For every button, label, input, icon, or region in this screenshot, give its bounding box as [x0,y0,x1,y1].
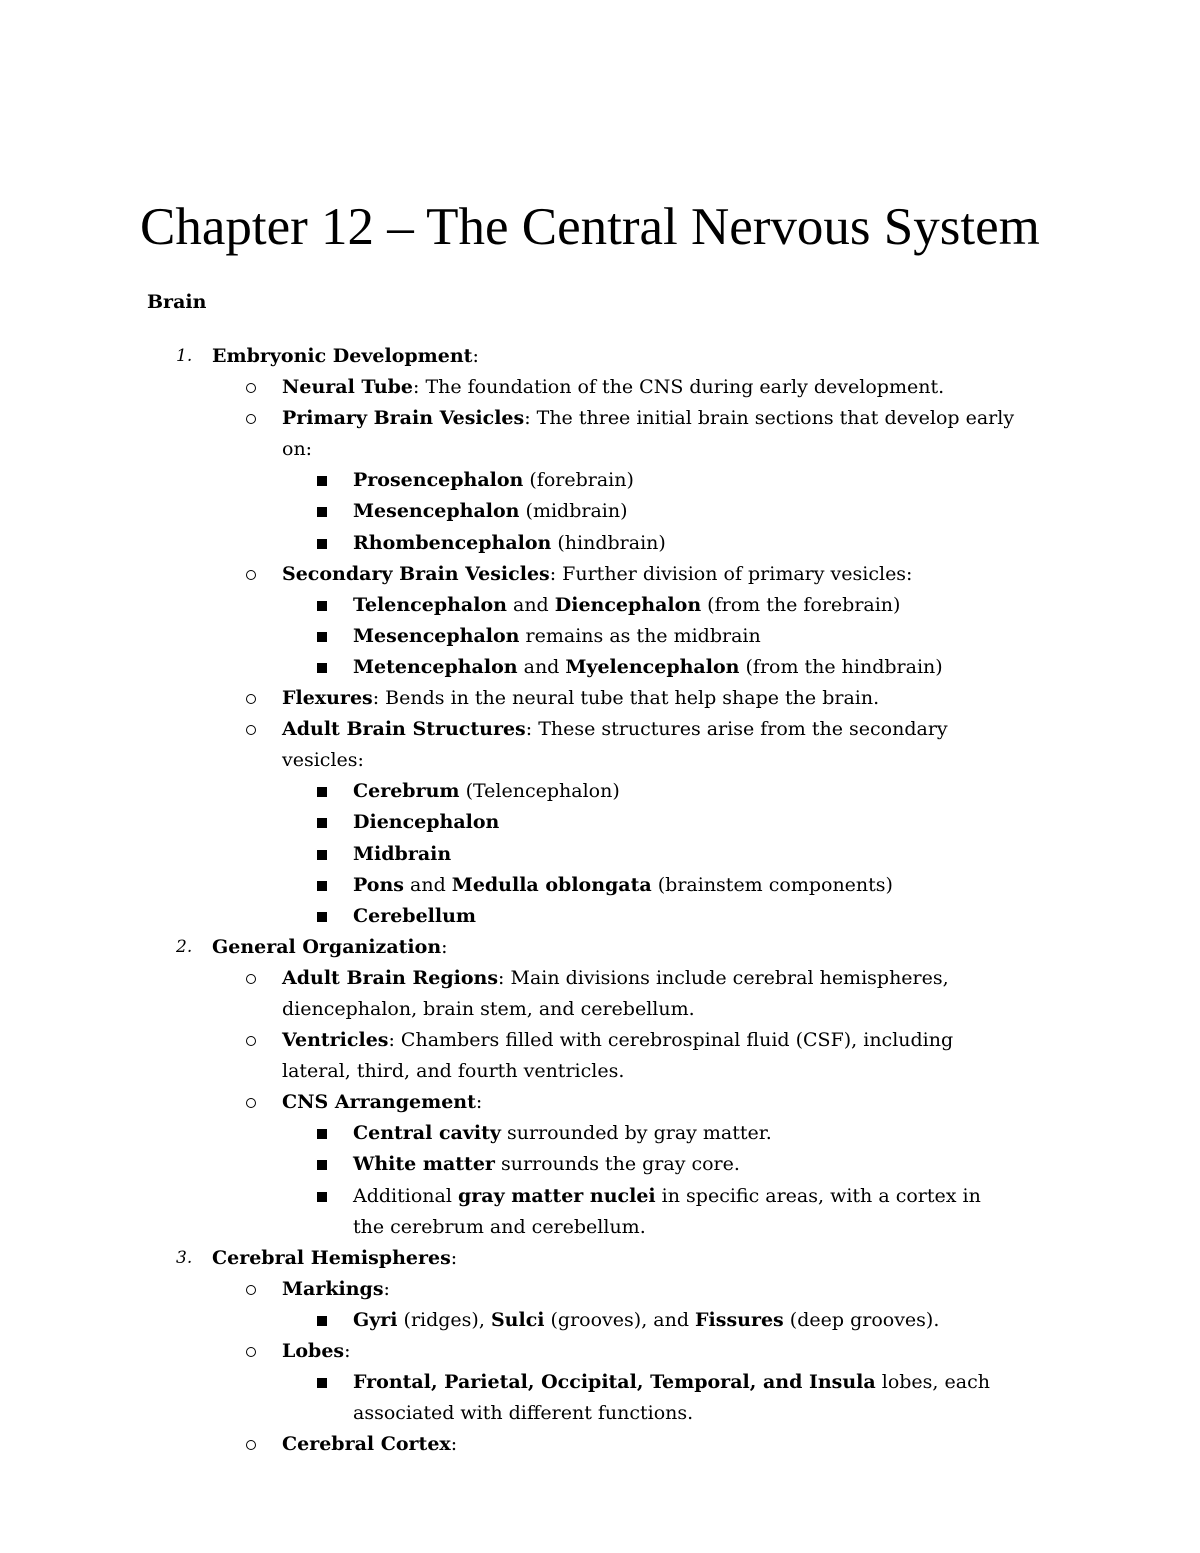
item-text: : [472,345,479,367]
item-term: Pons [353,873,404,896]
item-term: CNS Arrangement [282,1091,476,1114]
item-term: Frontal, Parietal, Occipital, Temporal, and Insula [353,1371,876,1394]
square-bullet-icon [317,839,327,871]
list-item-cerebrum [0,776,1200,807]
item-term: Metencephalon [353,655,518,678]
item-term: Central cavity [353,1122,501,1145]
item-text: : [441,935,448,958]
item-term: General Organization [212,935,442,958]
item-text: : The three initial brain sections that develop early on: [282,407,1015,461]
item-term: Cerebral Hemispheres [212,1246,451,1269]
square-bullet-icon [317,621,327,653]
list-item-markings [0,1274,1200,1305]
item-term: Mesencephalon [353,624,520,647]
item-text: : Bends in the neural tube that help shape the brain. [372,687,880,710]
hollow-circle-bullet-icon [246,372,256,403]
outline-list [0,341,1200,1460]
item-text: : Main divisions include cerebral hemispheres, diencephalon, brain stem, and cerebellum. [282,966,949,1020]
square-bullet-icon [317,590,327,622]
hollow-circle-bullet-icon [246,403,256,434]
square-bullet-icon [317,496,327,528]
item-term: Adult Brain Structures [282,718,526,741]
item-text-pre: Additional [353,1184,458,1207]
item-text: (ridges), [397,1308,491,1331]
item-term: Rhombencephalon [353,531,552,554]
square-bullet-icon [317,807,327,839]
item-text: remains as the midbrain [519,624,761,647]
item-text: : [450,1433,458,1456]
list-item-telencephalon-diencephalon [0,590,1200,621]
item-text: (midbrain) [519,500,628,523]
item-term: Prosencephalon [353,469,524,492]
square-bullet-icon [317,1367,327,1399]
list-item-ventricles [0,1025,1200,1087]
list-item-midbrain [0,839,1200,870]
item-term-2: Myelencephalon [565,655,740,678]
item-term: Gyri [353,1308,398,1331]
item-text: surrounds the gray core. [494,1153,740,1176]
hollow-circle-bullet-icon [246,559,256,590]
list-item-cerebral-hemispheres [0,1243,1200,1274]
item-term: White matter [353,1153,495,1176]
square-bullet-icon [317,1118,327,1150]
item-text: : [344,1340,351,1362]
item-term-2: Sulci [490,1308,545,1331]
item-term: Ventricles [282,1029,389,1052]
list-item-lobes [0,1336,1200,1367]
item-text-2: (grooves), and [544,1308,696,1331]
item-text: (hindbrain) [551,531,666,554]
item-text-2: (brainstem components) [651,873,893,896]
list-item-adult-brain-structures [0,714,1200,776]
hollow-circle-bullet-icon [246,963,256,994]
list-item-secondary-brain-vesicles [0,559,1200,590]
item-text: : [450,1246,458,1269]
item-text-3: (deep grooves). [783,1308,940,1331]
item-text: in specific areas, with a cortex in the cerebrum and cerebellum. [353,1184,981,1238]
hollow-circle-bullet-icon [246,683,256,714]
page-title: Chapter 12 – The Central Nervous System [140,198,1040,256]
item-term: Lobes [282,1340,345,1362]
list-item-cerebral-cortex [0,1429,1200,1460]
item-term-2: Diencephalon [554,593,702,616]
item-term: Adult Brain Regions [282,966,499,989]
item-text: : Further division of primary vesicles: [549,562,913,585]
list-item-primary-brain-vesicles [0,403,1200,465]
item-term: Primary Brain Vesicles [282,407,525,430]
item-text: (forebrain) [523,469,634,492]
square-bullet-icon [317,528,327,560]
list-item-flexures [0,683,1200,714]
square-bullet-icon [317,1181,327,1213]
item-text: lobes, each associated with different functions. [353,1371,990,1425]
list-item-gray-matter-nuclei [0,1181,1200,1243]
item-text: : The foundation of the CNS during early development. [413,376,945,399]
hollow-circle-bullet-icon [246,714,256,745]
item-term: Cerebral Cortex [282,1433,451,1456]
list-item-metencephalon-myelencephalon [0,652,1200,683]
list-number: 3. [176,1247,193,1268]
list-item-rhombencephalon [0,528,1200,559]
hollow-circle-bullet-icon [246,1087,256,1118]
item-term: Midbrain [353,842,452,865]
item-text: : [475,1091,483,1114]
list-item-central-cavity [0,1118,1200,1149]
square-bullet-icon [317,776,327,808]
item-term: gray matter nuclei [457,1184,656,1207]
item-text: surrounded by gray matter. [500,1122,772,1145]
square-bullet-icon [317,1149,327,1181]
item-term-2: Medulla oblongata [451,873,652,896]
list-item-diencephalon [0,807,1200,838]
item-term: Cerebrum [353,780,460,803]
list-item-adult-brain-regions [0,963,1200,1025]
item-term-3: Fissures [695,1308,784,1331]
item-term: Diencephalon [353,811,500,834]
list-number: 1. [176,346,193,366]
square-bullet-icon [317,465,327,497]
list-item-general-organization [0,932,1200,963]
square-bullet-icon [317,652,327,684]
square-bullet-icon [317,870,327,902]
list-item-pons-medulla [0,870,1200,901]
list-item-mesencephalon-midbrain [0,621,1200,652]
item-term: Embryonic Development [212,345,473,367]
list-item-cns-arrangement [0,1087,1200,1118]
item-term: Markings [282,1277,384,1300]
item-term: Flexures [282,687,373,710]
hollow-circle-bullet-icon [246,1274,256,1305]
item-text: (Telencephalon) [459,780,620,803]
list-number: 2. [176,936,193,957]
item-text: and [403,873,452,896]
item-term: Mesencephalon [353,500,520,523]
hollow-circle-bullet-icon [246,1336,256,1367]
hollow-circle-bullet-icon [246,1429,256,1460]
list-item-cerebellum [0,901,1200,932]
item-text: : These structures arise from the secondary vesicles: [282,718,948,772]
item-term: Secondary Brain Vesicles [282,562,550,585]
list-item-mesencephalon [0,496,1200,527]
item-text-2: (from the hindbrain) [739,655,943,678]
hollow-circle-bullet-icon [246,1025,256,1056]
list-item-gyri-sulci-fissures [0,1305,1200,1336]
list-item-embryonic-development [0,341,1200,372]
list-item-neural-tube [0,372,1200,403]
item-text: and [506,593,555,616]
square-bullet-icon [317,901,327,933]
item-term: Telencephalon [353,593,507,616]
list-item-lobe-names [0,1367,1200,1429]
item-term: Cerebellum [353,904,477,927]
list-item-prosencephalon [0,465,1200,496]
item-text: and [517,655,566,678]
item-text-2: (from the forebrain) [701,593,901,616]
item-text: : Chambers filled with cerebrospinal fluid (CSF), including lateral, third, and fourth ventricles. [282,1029,954,1083]
item-text: : [383,1277,390,1300]
list-item-white-matter [0,1149,1200,1180]
item-term: Neural Tube [282,376,414,399]
section-heading-brain: Brain [147,291,207,313]
square-bullet-icon [317,1305,327,1337]
